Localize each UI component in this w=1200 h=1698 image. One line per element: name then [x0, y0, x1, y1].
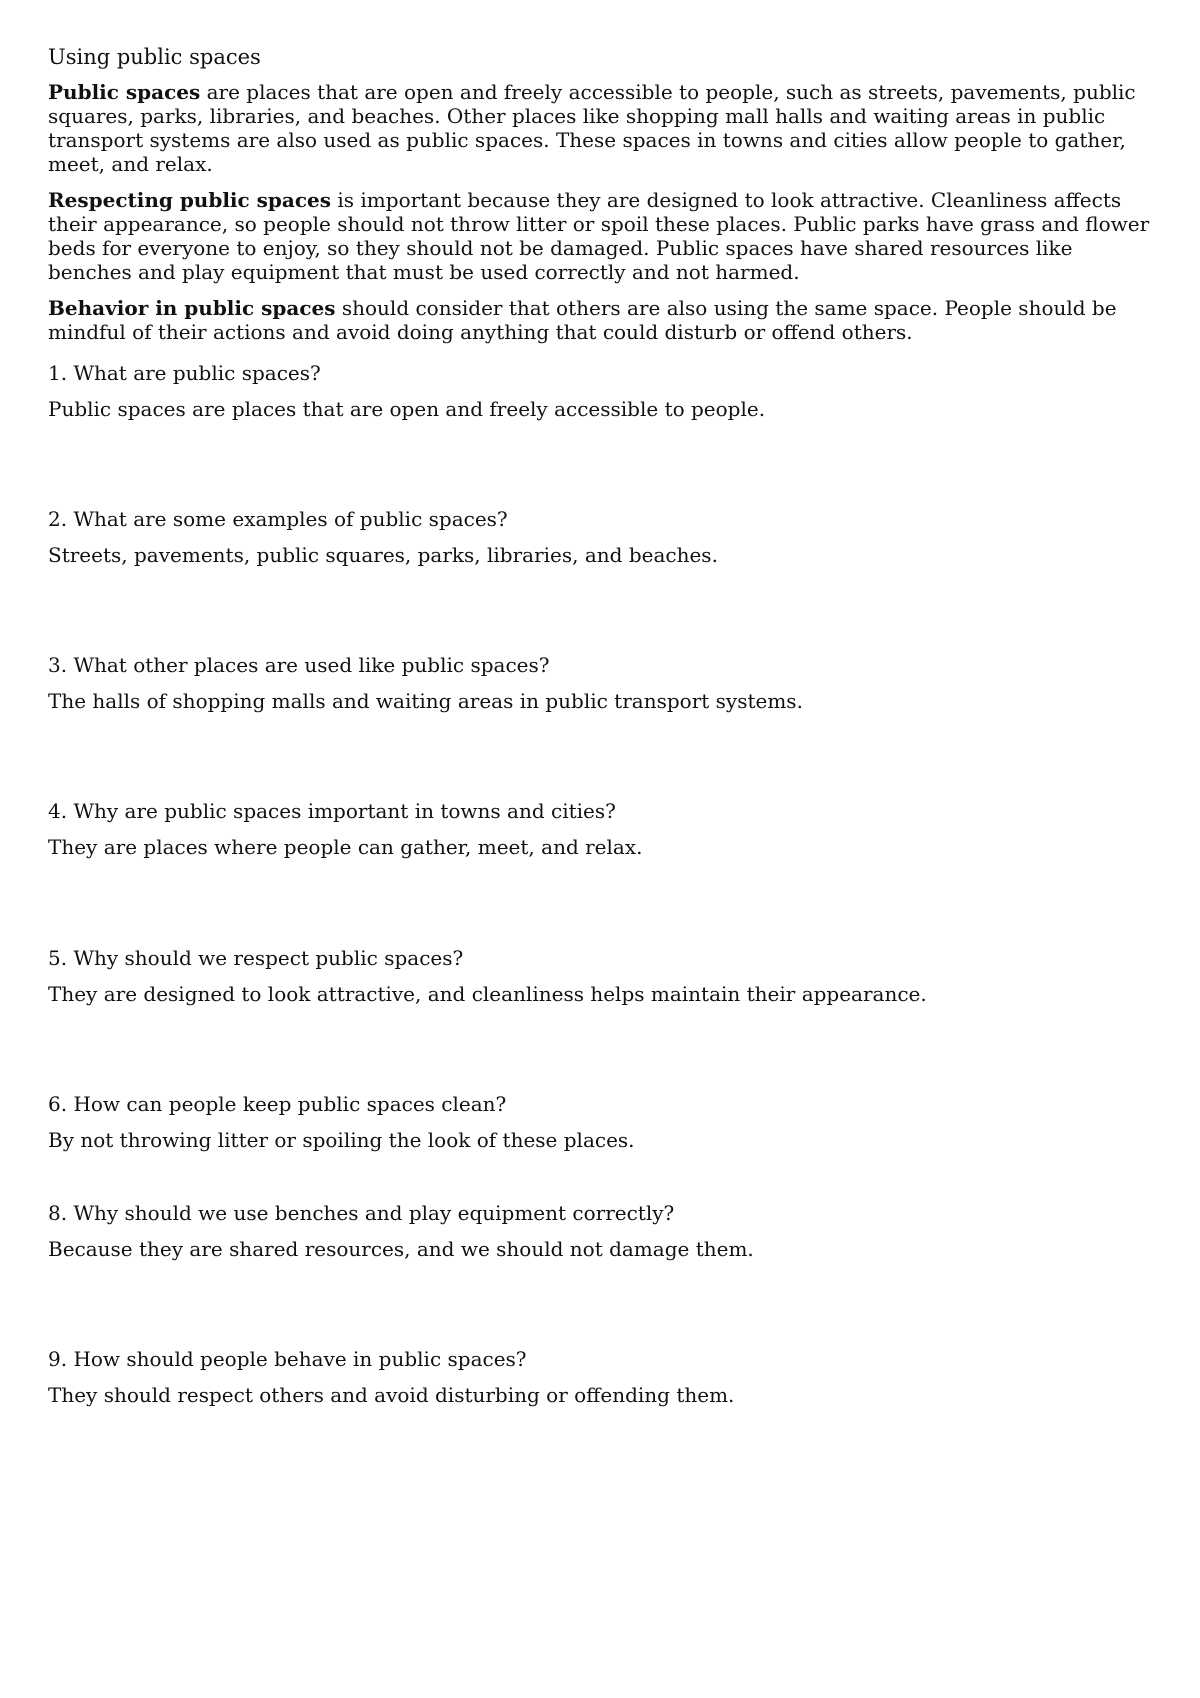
- paragraph-heading: Public spaces: [48, 80, 201, 104]
- document-body: [48, 44, 1158, 356]
- paragraph-heading: Respecting public spaces: [48, 188, 332, 212]
- qa-item: [48, 1200, 1158, 1262]
- answer-text: They should respect others and avoid disturbing or offending them.: [48, 1383, 735, 1407]
- question-text: 2. What are some examples of public spaces?: [48, 507, 508, 531]
- qa-item: [48, 1091, 1158, 1153]
- document-title: Using public spaces: [48, 45, 261, 69]
- paragraph-text: is important because they are designed to look attractive. Cleanliness affects their appearance, so people should not throw litter or spoil these places. Public parks have grass and flower beds for everyone to enjoy, so they should not be damaged. Public spaces have shared resources like benches and play equipment that must be used correctly and not harmed.: [48, 188, 1150, 284]
- paragraph-respecting-public-spaces: [48, 188, 1158, 284]
- question-text: 8. Why should we use benches and play equipment correctly?: [48, 1201, 675, 1225]
- qa-item: [48, 798, 1158, 860]
- question-text: 4. Why are public spaces important in towns and cities?: [48, 799, 616, 823]
- answer-text: By not throwing litter or spoiling the look of these places.: [48, 1128, 635, 1152]
- paragraph-text: should consider that others are also using the same space. People should be mindful of their actions and avoid doing anything that could disturb or offend others.: [48, 296, 1117, 344]
- answer-text: Streets, pavements, public squares, parks, libraries, and beaches.: [48, 543, 718, 567]
- question-text: 6. How can people keep public spaces clean?: [48, 1092, 507, 1116]
- qa-item: [48, 506, 1158, 568]
- paragraph-public-spaces: [48, 80, 1158, 176]
- question-text: 3. What other places are used like public spaces?: [48, 653, 550, 677]
- qa-item: [48, 652, 1158, 714]
- question-text: 9. How should people behave in public spaces?: [48, 1347, 527, 1371]
- qa-item: [48, 360, 1158, 422]
- question-text: 1. What are public spaces?: [48, 361, 321, 385]
- question-text: 5. Why should we respect public spaces?: [48, 946, 464, 970]
- paragraph-behavior-in-public-spaces: [48, 296, 1158, 344]
- qa-item: [48, 945, 1158, 1007]
- answer-text: Public spaces are places that are open and freely accessible to people.: [48, 397, 766, 421]
- paragraph-heading: Behavior in public spaces: [48, 296, 336, 320]
- answer-text: They are places where people can gather, meet, and relax.: [48, 835, 643, 859]
- qa-item: [48, 1346, 1158, 1408]
- paragraph-text: are places that are open and freely accessible to people, such as streets, pavements, public squares, parks, libraries, and beaches. Other places like shopping mall halls and waiting areas in public transport systems are also used as public spaces. These spaces in towns and cities allow people to gather, meet, and relax.: [48, 80, 1136, 176]
- answer-text: They are designed to look attractive, and cleanliness helps maintain their appearance.: [48, 982, 927, 1006]
- answer-text: The halls of shopping malls and waiting areas in public transport systems.: [48, 689, 803, 713]
- answer-text: Because they are shared resources, and we should not damage them.: [48, 1237, 754, 1261]
